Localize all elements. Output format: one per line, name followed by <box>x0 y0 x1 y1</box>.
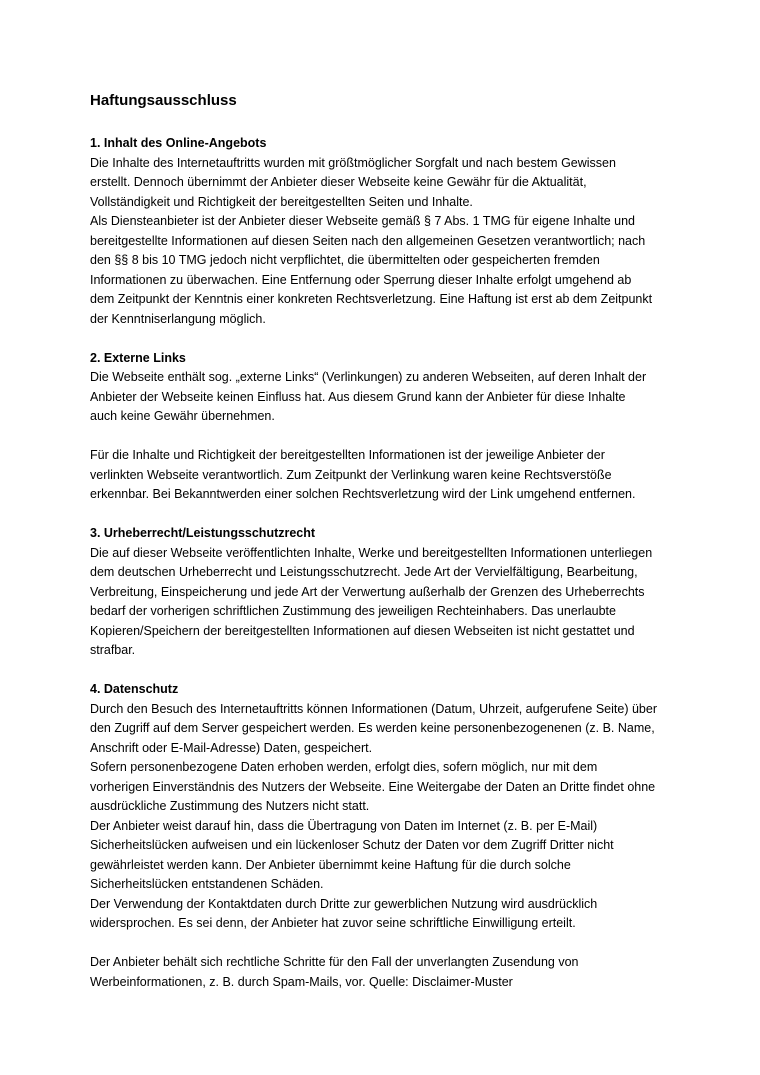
paragraph: Als Diensteanbieter ist der Anbieter dieser Webseite gemäß § 7 Abs. 1 TMG für eigene Inhalte und bereitgestellte Informationen auf diesen Seiten nach den allgemeinen Gesetzen verantwortlich; nach den §§ 8 bis 10 TMG jedoch nicht verpflichtet, die übermittelten oder gespeicherten fremden Informationen zu überwachen. Eine Entfernung oder Sperrung dieser Inhalte erfolgt umgehend ab dem Zeitpunkt der Kenntnis einer konkreten Rechtsverletzung. Eine Haftung ist erst ab dem Zeitpunkt der Kenntniserlangung möglich. <box>90 214 653 326</box>
section-heading: 1. Inhalt des Online-Angebots <box>90 136 267 150</box>
section-heading: 2. Externe Links <box>90 350 186 365</box>
section-heading: 3. Urheberrecht/Leistungsschutzrecht <box>90 526 316 540</box>
page-title: Haftungsausschluss <box>90 92 237 109</box>
paragraph: Der Anbieter behält sich rechtliche Schritte für den Fall der unverlangten Zusendung von Werbeinformationen, z. B. durch Spam-Mails, vor. Quelle: Disclaimer-Muster <box>90 955 579 989</box>
paragraph: Die Inhalte des Internetauftritts wurden mit größtmöglicher Sorgfalt und nach bestem Gewissen erstellt. Dennoch übernimmt der Anbieter dieser Webseite keine Gewähr für die Aktualität, Vollständigkeit und Richtigkeit der bereitgestellten Seiten und Inhalte. <box>90 155 616 209</box>
section-external-links <box>90 349 730 505</box>
paragraph: Sofern personenbezogene Daten erhoben werden, erfolgt dies, sofern möglich, nur mit dem vorherigen Einverständnis des Nutzers der Webseite. Eine Weitergabe der Daten an Dritte findet ohne ausdrückliche Zustimmung des Nutzers nicht statt. <box>90 760 656 813</box>
paragraph: Die Webseite enthält sog. „externe Links“ (Verlinkungen) zu anderen Webseiten, auf deren Inhalt der Anbieter der Webseite keinen Einfluss hat. Aus diesem Grund kann der Anbieter für diese Inhalte auch keine Gewähr übernehmen. <box>90 370 647 423</box>
section-copyright <box>90 524 730 661</box>
document-page <box>90 91 730 1012</box>
paragraph: Der Verwendung der Kontaktdaten durch Dritte zur gewerblichen Nutzung wird ausdrücklich widersprochen. Es sei denn, der Anbieter hat zuvor seine schriftliche Einwilligung erteilt. <box>90 896 598 930</box>
section-data-protection <box>90 680 730 992</box>
section-heading: 4. Datenschutz <box>90 682 179 696</box>
paragraph: Für die Inhalte und Richtigkeit der bereitgestellten Informationen ist der jeweilige Anbieter der verlinkten Webseite verantwortlich. Zum Zeitpunkt der Verlinkung waren keine Rechtsverstöße erkennbar. Bei Bekanntwerden einer solchen Rechtsverletzung wird der Link umgehend entfernen. <box>90 448 636 501</box>
paragraph: Die auf dieser Webseite veröffentlichten Inhalte, Werke und bereitgestellten Informationen unterliegen dem deutschen Urheberrecht und Leistungsschutzrecht. Jede Art der Vervielfältigung, Bearbeitung, Verbreitung, Einspeicherung und jede Art der Verwertung außerhalb der Grenzen des Urheberrechts bedarf der vorherigen schriftlichen Zustimmung des jeweiligen Rechteinhabers. Das unerlaubte Kopieren/Speichern der bereitgestellten Informationen auf diesen Webseiten ist nicht gestattet und strafbar. <box>90 545 653 657</box>
paragraph: Der Anbieter weist darauf hin, dass die Übertragung von Daten im Internet (z. B. per E-Mail) Sicherheitslücken aufweisen und ein lückenloser Schutz der Daten vor dem Zugriff Dritter nicht gewährleistet werden kann. Der Anbieter übernimmt keine Haftung für die durch solche Sicherheitslücken entstandenen Schäden. <box>90 818 614 891</box>
paragraph: Durch den Besuch des Internetauftritts können Informationen (Datum, Uhrzeit, aufgerufene Seite) über den Zugriff auf dem Server gespeichert werden. Es werden keine personenbezogenenen (z. B. Name, Anschrift oder E-Mail-Adresse) Daten, gespeichert. <box>90 701 657 755</box>
section-online-content <box>90 134 730 329</box>
